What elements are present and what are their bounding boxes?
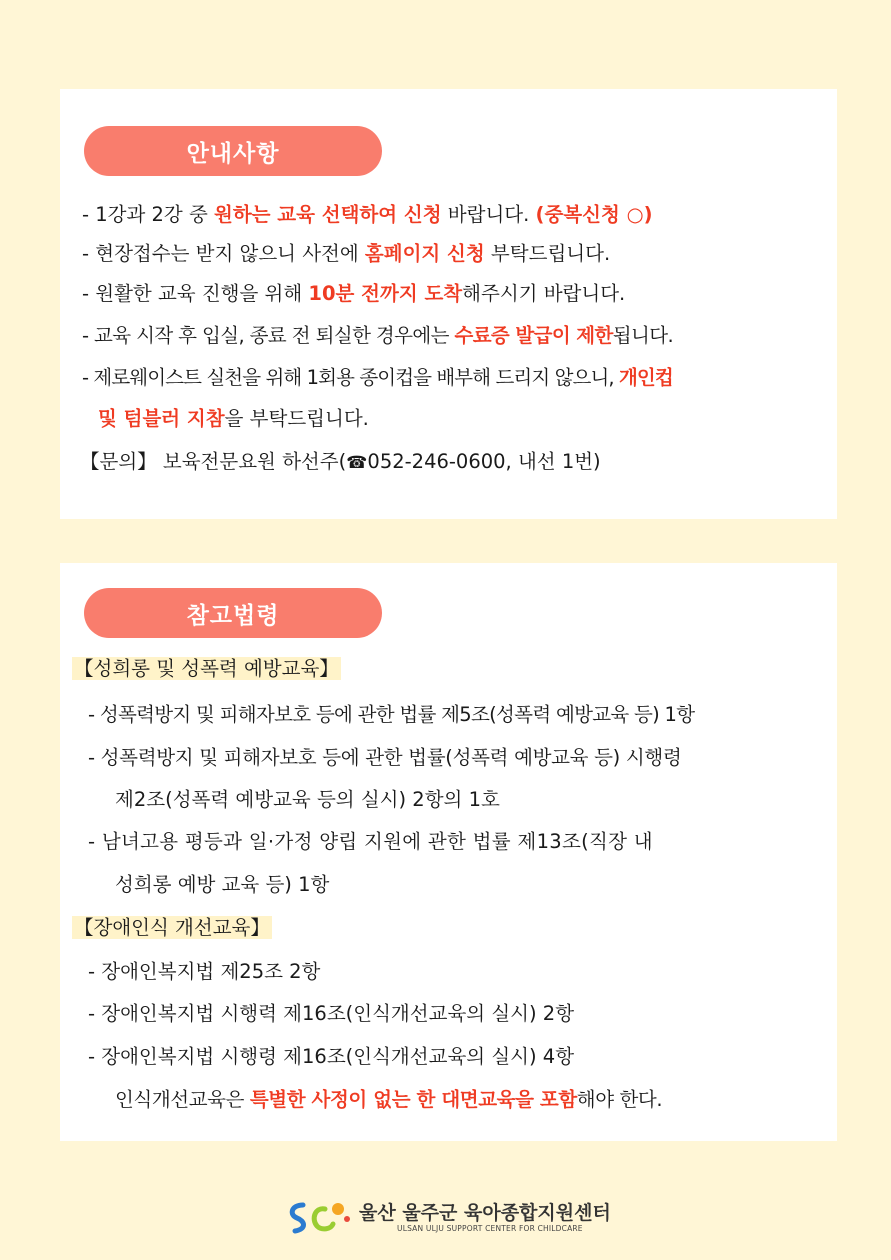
notice-line-2: - 현장접수는 받지 않으니 사전에 홈페이지 신청 부탁드립니다.: [82, 242, 611, 265]
law-section-2: 【장애인식 개선교육】: [74, 916, 270, 939]
law-s1-line-2: - 성폭력방지 및 피해자보호 등에 관한 법률(성폭력 예방교육 등) 시행령: [88, 746, 682, 769]
footer-org-subtitle: ULSAN ULJU SUPPORT CENTER FOR CHILDCARE: [397, 1224, 583, 1233]
law-s1-line-5: 성희롱 예방 교육 등) 1항: [115, 873, 330, 896]
law-s1-line-3: 제2조(성폭력 예방교육 등의 실시) 2항의 1호: [115, 788, 500, 811]
law-section-1: 【성희롱 및 성폭력 예방교육】: [74, 657, 339, 680]
law-s2-line-2: - 장애인복지법 시행력 제16조(인식개선교육의 실시) 2항: [88, 1002, 575, 1025]
law-title: 참고법령: [84, 588, 382, 638]
law-card: [60, 563, 837, 1141]
law-s1-line-4: - 남녀고용 평등과 일·가정 양립 지원에 관한 법률 제13조(직장 내: [88, 830, 653, 853]
footer-org-name: 울산 울주군 육아종합지원센터: [359, 1202, 611, 1224]
law-s2-line-3: - 장애인복지법 시행령 제16조(인식개선교육의 실시) 4항: [88, 1045, 575, 1068]
law-s2-line-4: 인식개선교육은 특별한 사정이 없는 한 대면교육을 포함해야 한다.: [115, 1088, 663, 1111]
phone-icon: ☎: [346, 453, 368, 473]
notice-card: [60, 89, 837, 519]
notice-line-3: - 원활한 교육 진행을 위해 10분 전까지 도착해주시기 바랍니다.: [82, 282, 626, 305]
notice-line-5: - 제로웨이스트 실천을 위해 1회용 종이컵을 배부해 드리지 않으니, 개인컵: [82, 366, 673, 389]
notice-title: 안내사항: [84, 126, 382, 176]
footer: [0, 1195, 891, 1240]
notice-line-1: - 1강과 2강 중 원하는 교육 선택하여 신청 바랍니다. (중복신청 ○): [82, 203, 653, 226]
notice-line-6: 및 텀블러 지참을 부탁드립니다.: [98, 407, 369, 430]
law-s2-line-1: - 장애인복지법 제25조 2항: [88, 960, 321, 983]
notice-contact: 【문의】 보육전문요원 하선주(☎052-246-0600, 내선 1번): [80, 449, 601, 476]
notice-line-4: - 교육 시작 후 입실, 종료 전 퇴실한 경우에는 수료증 발급이 제한됩니다.: [82, 324, 674, 347]
center-logo-icon: [285, 1197, 355, 1237]
law-s1-line-1: - 성폭력방지 및 피해자보호 등에 관한 법률 제5조(성폭력 예방교육 등) 1항: [88, 703, 695, 726]
